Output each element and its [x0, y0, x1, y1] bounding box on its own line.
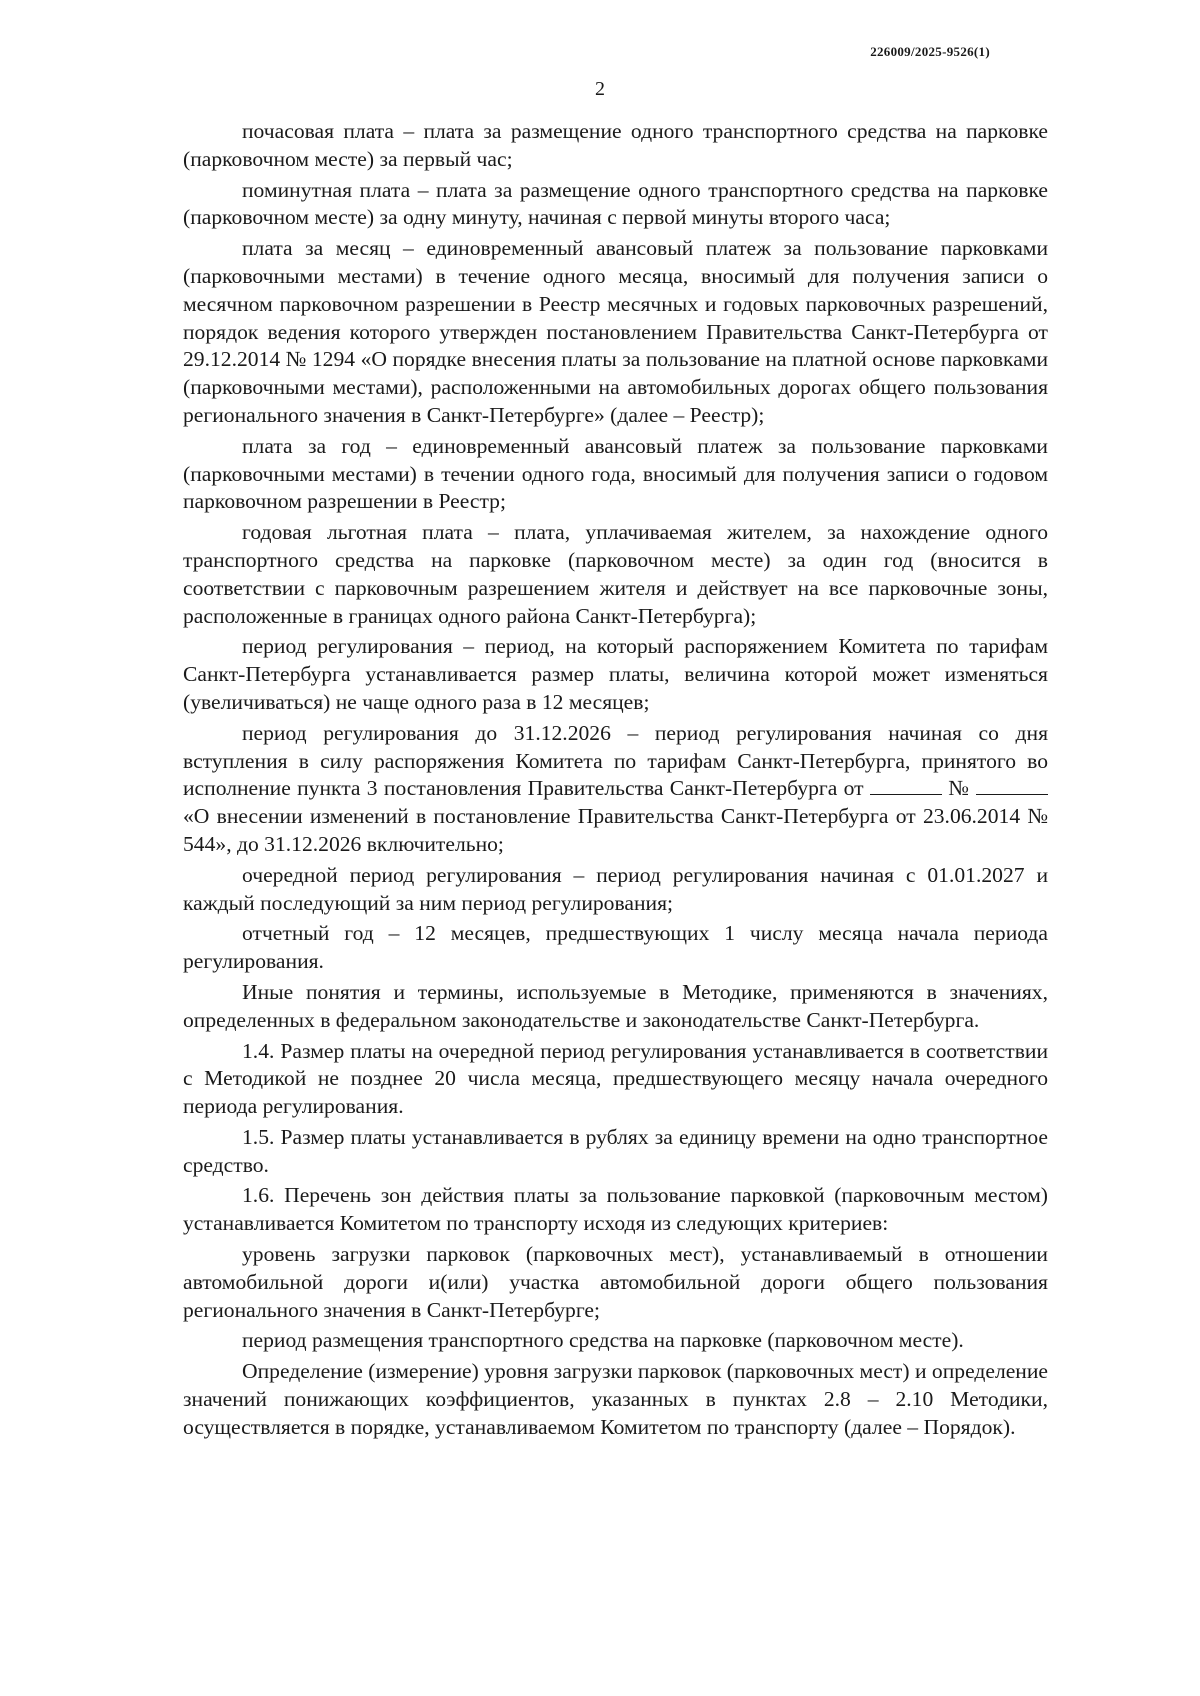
- paragraph: уровень загрузки парковок (парковочных мест), устанавливаемый в отношении автомобильной дороги и(или) участка автомобильной дороги общего пользования регионального значения в Санкт-Петербурге;: [183, 1242, 1048, 1322]
- paragraph: Иные понятия и термины, используемые в Методике, применяются в значениях, определенных в федеральном законодательстве и законодательстве Санкт-Петербурга.: [183, 979, 1048, 1032]
- paragraph: отчетный год – 12 месяцев, предшествующих 1 числу месяца начала периода регулирования.: [183, 921, 1048, 974]
- paragraph: почасовая плата – плата за размещение одного транспортного средства на парковке (парковочном месте) за первый час;: [183, 119, 1048, 171]
- document-number: 226009/2025-9526(1): [870, 44, 990, 59]
- blank-date-line: [870, 776, 942, 795]
- paragraph: период размещения транспортного средства на парковке (парковочном месте).: [242, 1328, 964, 1353]
- paragraph-text: период регулирования до 31.12.2026 – период регулирования начиная со дня вступления в силу распоряжения Комитета по тарифам Санкт-Петербурга, принятого во исполнение пункта 3 постановления Правительства Санкт-Петербурга от: [183, 720, 1048, 801]
- paragraph: Определение (измерение) уровня загрузки парковок (парковочных мест) и определение значений понижающих коэффициентов, указанных в пунктах 2.8 – 2.10 Методики, осуществляется в порядке, устанавливаемом Комитетом по транспорту (далее – Порядок).: [183, 1359, 1048, 1439]
- clause-1-5: 1.5. Размер платы устанавливается в рублях за единицу времени на одно транспортное средство.: [183, 1124, 1048, 1177]
- paragraph-text: «О внесении изменений в постановление Правительства Санкт-Петербурга от 23.06.2014 № 544», до 31.12.2026 включительно;: [183, 804, 1048, 856]
- clause-1-6: 1.6. Перечень зон действия платы за пользование парковкой (парковочным местом) устанавливается Комитетом по транспорту исходя из следующих критериев:: [183, 1183, 1048, 1236]
- paragraph: годовая льготная плата – плата, уплачиваемая жителем, за нахождение одного транспортного средства на парковке (парковочном месте) за один год (вносится в соответствии с парковочным разрешением жителя и действует на все парковочные зоны, расположенные в границах одного района Санкт-Петербурга);: [183, 520, 1048, 628]
- clause-1-4: 1.4. Размер платы на очередной период регулирования устанавливается в соответствии с Методикой не позднее 20 числа месяца, предшествующего месяцу начала очередного периода регулирования.: [183, 1038, 1048, 1119]
- paragraph-with-blanks: [183, 720, 1048, 859]
- page-number: 2: [595, 78, 605, 100]
- paragraph: плата за год – единовременный авансовый платеж за пользование парковками (парковочными местами) в течении одного года, вносимый для получения записи о годовом парковочном разрешении в Реестр;: [183, 433, 1048, 514]
- document-body: [183, 118, 1048, 1442]
- paragraph: плата за месяц – единовременный авансовый платеж за пользование парковками (парковочными местами) в течение одного месяца, вносимый для получения записи о месячном парковочном разрешении в Реестр месячных и годовых парковочных разрешений, порядок ведения которого утвержден постановлением Правительства Санкт-Петербурга от 29.12.2014 № 1294 «О порядке внесения платы за пользование на платной основе парковками (парковочными местами), расположенными на автомобильных дорогах общего пользования регионального значения в Санкт-Петербурге» (далее – Реестр);: [183, 236, 1048, 427]
- blank-number-line: [976, 776, 1048, 795]
- paragraph: период регулирования – период, на который распоряжением Комитета по тарифам Санкт-Петербурга устанавливается размер платы, величина которой может изменяться (увеличиваться) не чаще одного раза в 12 месяцев;: [183, 634, 1048, 714]
- paragraph: очередной период регулирования – период регулирования начиная с 01.01.2027 и каждый последующий за ним период регулирования;: [183, 862, 1048, 915]
- paragraph: поминутная плата – плата за размещение одного транспортного средства на парковке (парковочном месте) за одну минуту, начиная с первой минуты второго часа;: [183, 177, 1048, 230]
- number-sign: №: [948, 776, 970, 801]
